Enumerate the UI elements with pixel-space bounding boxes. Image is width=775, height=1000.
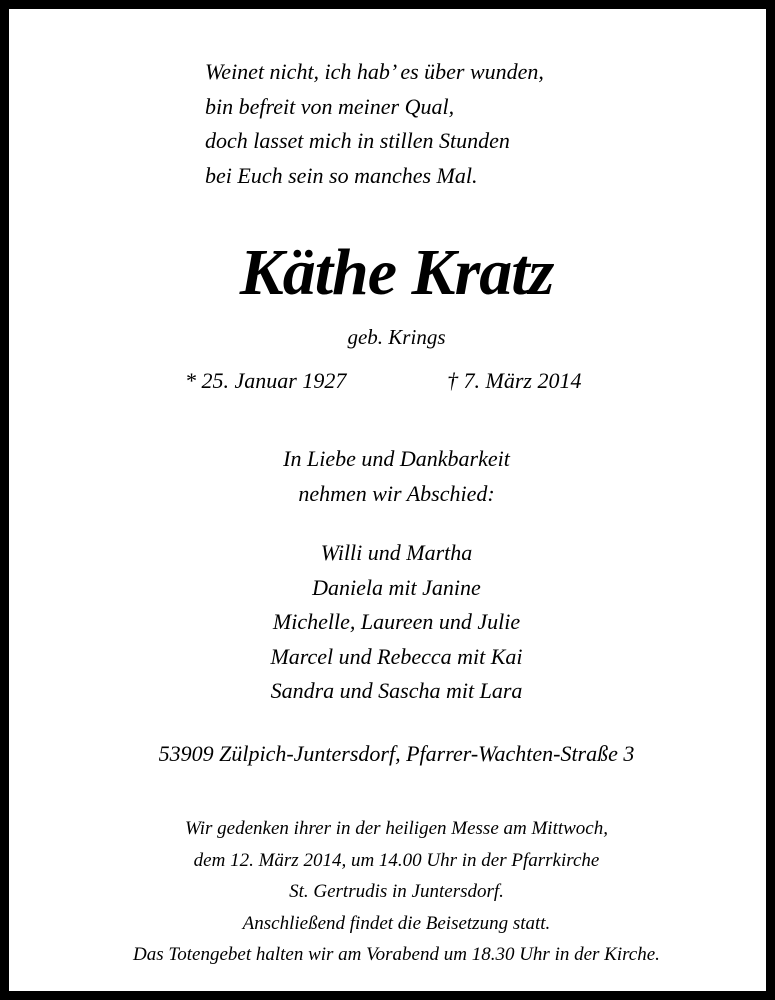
service-line: dem 12. März 2014, um 14.00 Uhr in der Pfarrkirche <box>193 849 600 871</box>
service-line: Anschließend findet die Beisetzung statt. <box>242 912 551 934</box>
poem <box>205 55 544 193</box>
family-member: Sandra und Sascha mit Lara <box>270 678 523 703</box>
birth-name: geb. Krings <box>347 325 446 349</box>
farewell-text <box>9 442 775 511</box>
farewell-line: nehmen wir Abschied: <box>298 480 495 506</box>
family-member: Marcel und Rebecca mit Kai <box>270 643 523 669</box>
death-date: † 7. März 2014 <box>447 368 582 393</box>
address: 53909 Zülpich-Juntersdorf, Pfarrer-Wachten-Straße 3 <box>158 741 635 766</box>
deceased-name: Käthe Kratz <box>239 236 554 309</box>
service-info <box>9 813 775 971</box>
service-line: Wir gedenken ihrer in der heiligen Messe am Mittwoch, <box>184 818 608 839</box>
family-member: Daniela mit Janine <box>312 574 481 600</box>
birth-date: * 25. Januar 1927 <box>185 368 347 393</box>
service-line: Das Totengebet halten wir am Vorabend um 18.30 Uhr in der Kirche. <box>133 944 660 965</box>
poem-line: doch lasset mich in stillen Stunden <box>205 128 510 153</box>
farewell-line: In Liebe und Dankbarkeit <box>283 446 510 471</box>
family-member: Willi und Martha <box>320 540 473 565</box>
poem-line: bin befreit von meiner Qual, <box>205 93 455 119</box>
family-member: Michelle, Laureen und Julie <box>272 609 521 634</box>
poem-line: bei Euch sein so manches Mal. <box>205 162 478 188</box>
poem-line: Weinet nicht, ich hab’ es über wunden, <box>205 59 544 84</box>
service-line: St. Gertrudis in Juntersdorf. <box>289 881 504 902</box>
family-list <box>9 536 775 709</box>
